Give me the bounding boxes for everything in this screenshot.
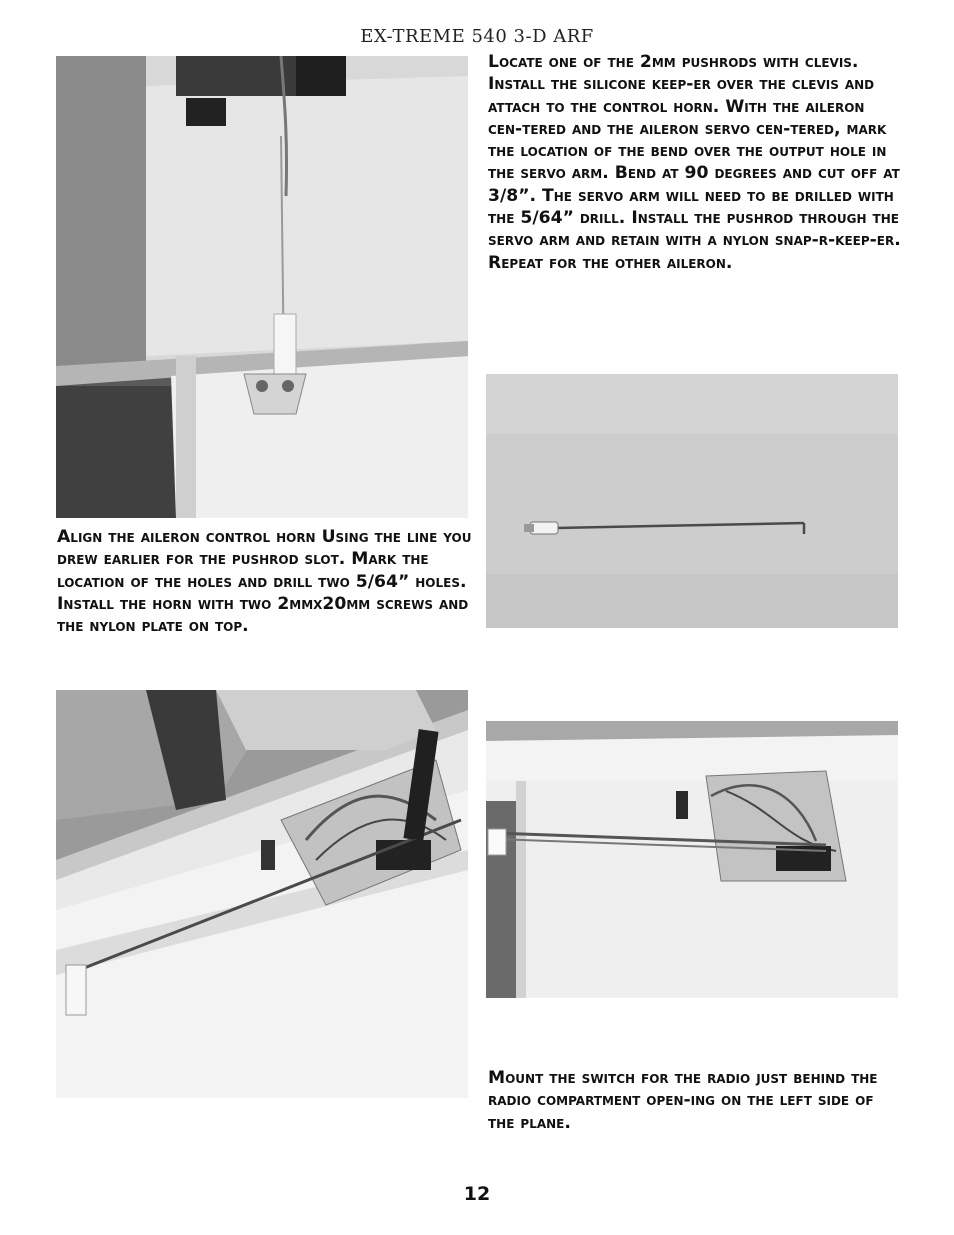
instruction-control-horn: Align the aileron control horn Using the line you drew earlier for the pushrod slot. Mark the location of the holes and drill two 5/64” holes. Install the horn with two 2mmx20mm screws and the nylon plate on top.: [57, 527, 472, 637]
page-title: EX-TREME 540 3-D ARF: [360, 26, 594, 47]
photo-radio-switch: [486, 721, 898, 998]
photo-marking-bend: [56, 690, 468, 1098]
instruction-switch: Mount the switch for the radio just behind the radio compartment open-ing on the left side of the plane.: [488, 1068, 878, 1133]
photo-pushrod: [486, 374, 898, 628]
photo-control-horn: [56, 56, 468, 518]
page-number: 12: [463, 1183, 491, 1205]
instruction-pushrod: Locate one of the 2mm pushrods with clevis. Install the silicone keep-er over the clevis and attach to the control horn. With the aileron cen-tered and the aileron servo cen-tered, mark the location of the bend over the output hole in the servo arm. Bend at 90 degrees and cut off at 3/8”. The servo arm will need to be drilled with the 5/64” drill. Install the pushrod through the servo arm and retain with a nylon snap-r-keep-er. Repeat for the other aileron.: [488, 52, 901, 273]
